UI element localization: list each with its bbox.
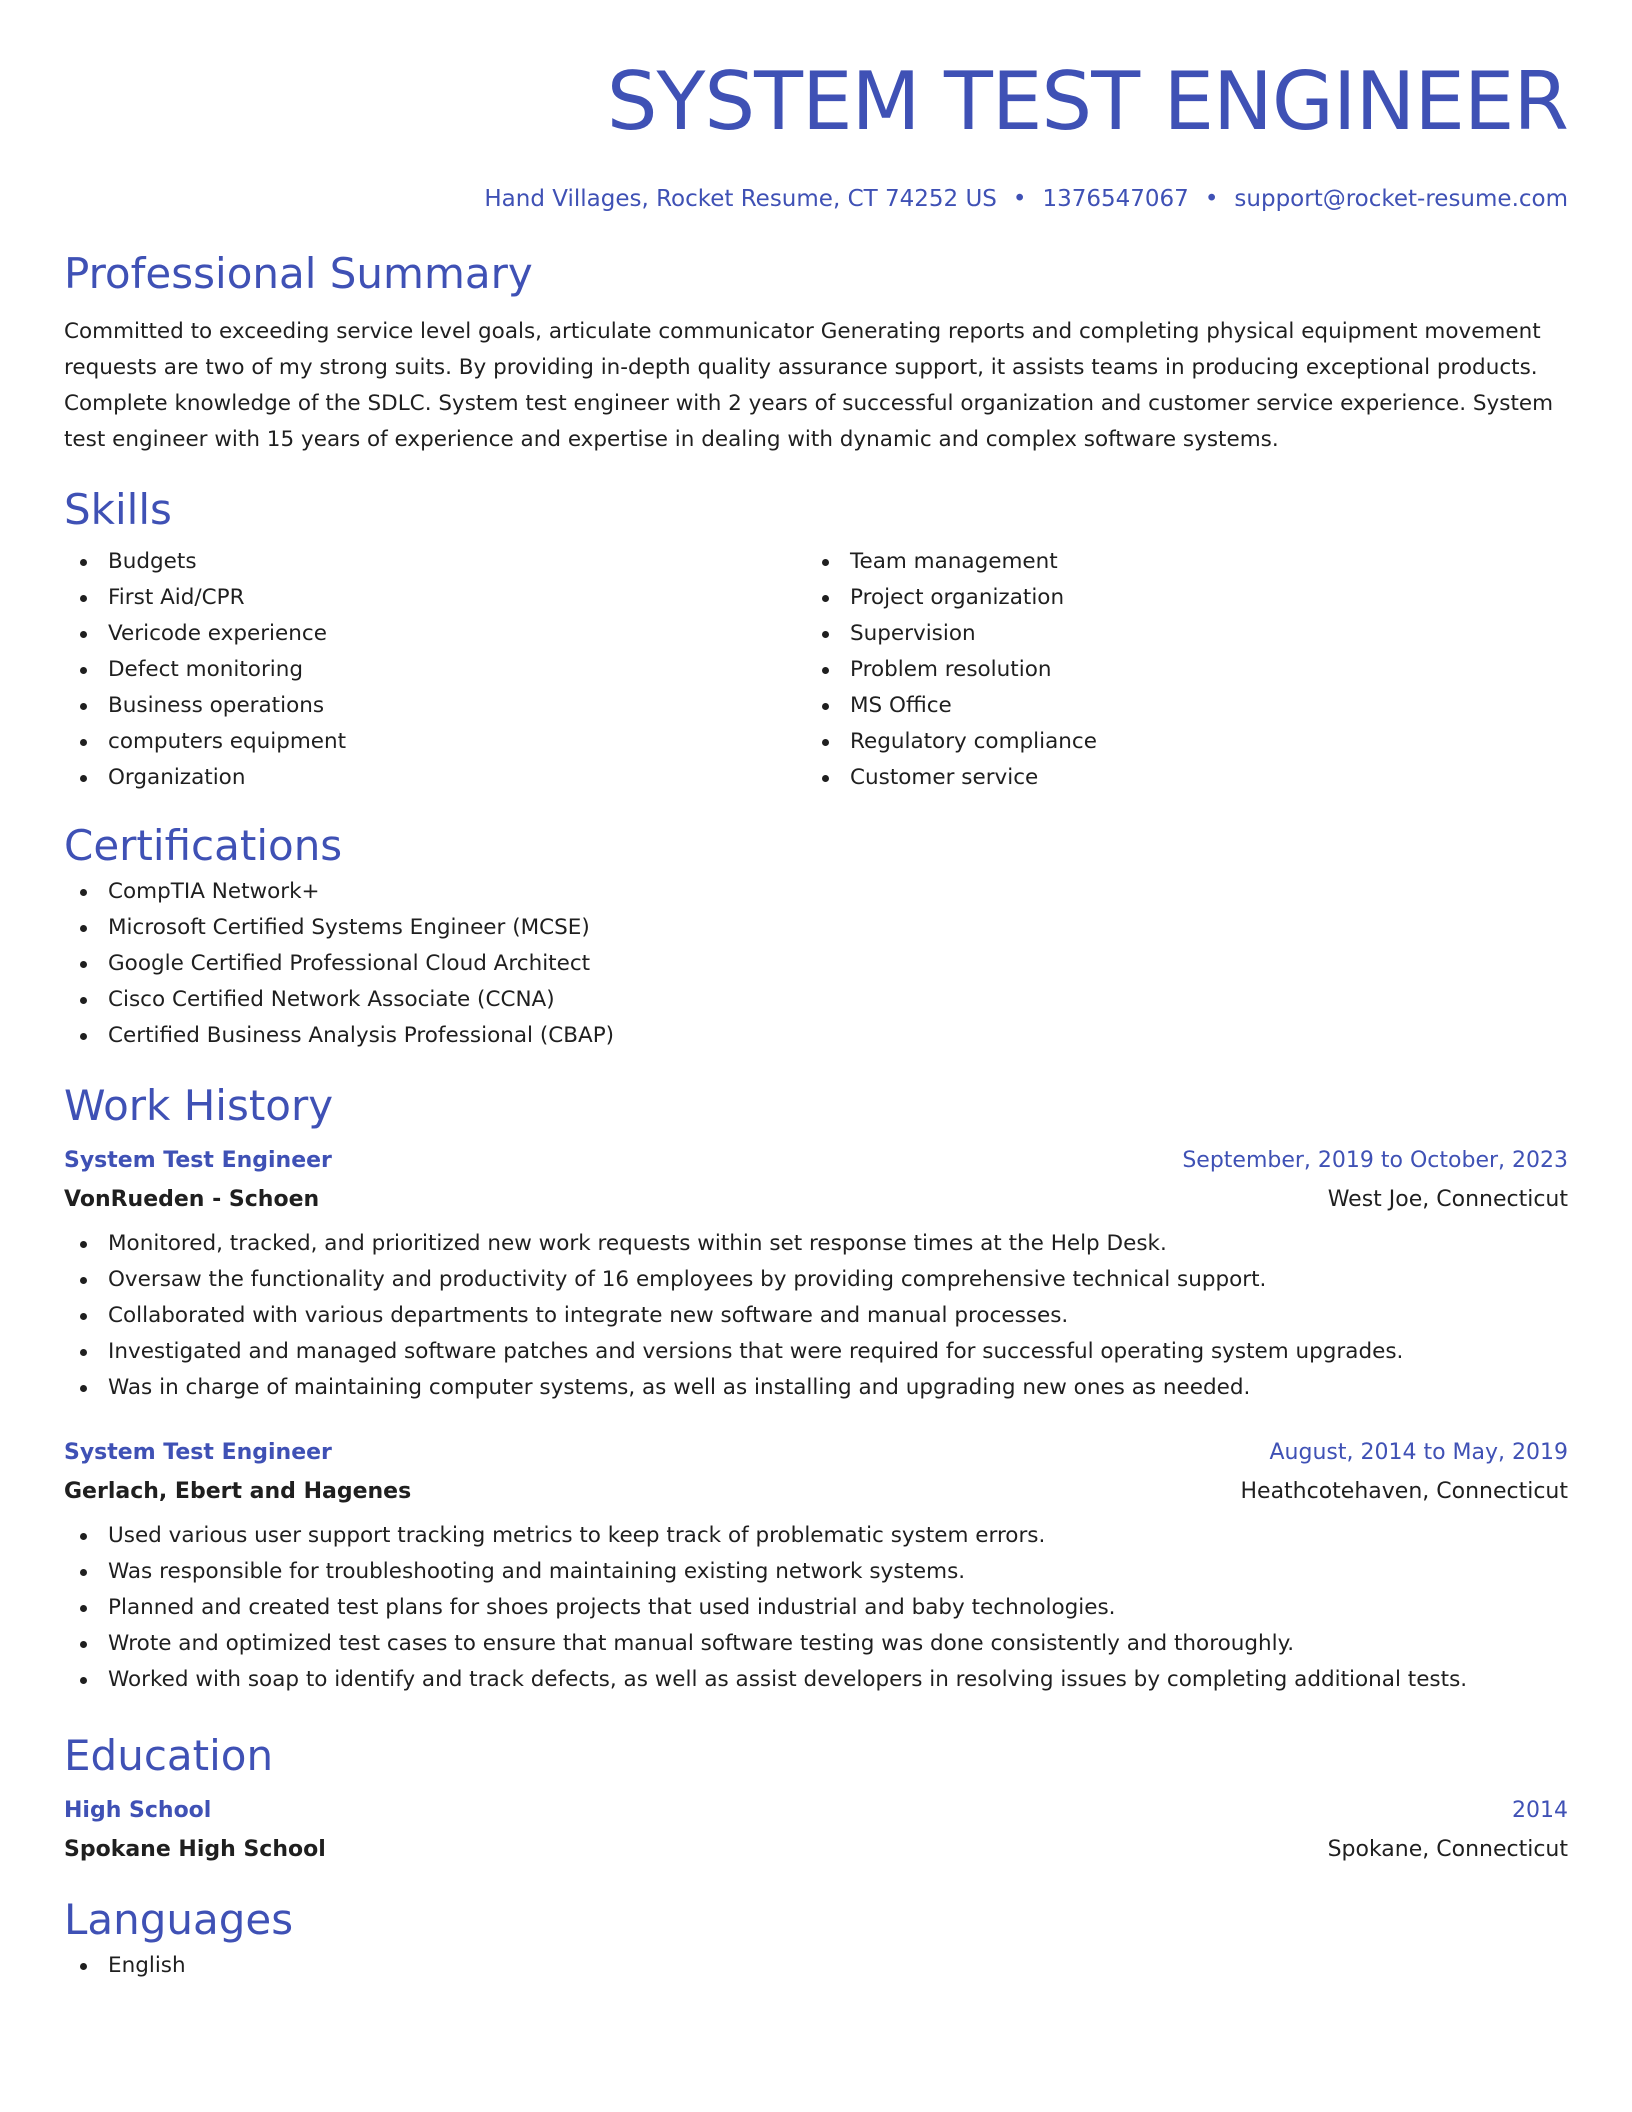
contact-separator: • — [1012, 186, 1027, 212]
list-item: Team management — [806, 544, 1548, 580]
education-school-row — [64, 1830, 1568, 1870]
list-item: Google Certified Professional Cloud Architect — [64, 946, 1568, 982]
job-title-row — [64, 1434, 1568, 1472]
languages-list — [64, 1948, 1568, 1984]
list-item: Oversaw the functionality and productivity of 16 employees by providing comprehensive technical support. — [64, 1262, 1568, 1298]
list-item: Investigated and managed software patches and versions that were required for successful operating system upgrades. — [64, 1334, 1568, 1370]
school-name: Spokane High School — [64, 1837, 326, 1862]
phone: 1376547067 — [1042, 186, 1189, 212]
education-year: 2014 — [1512, 1798, 1568, 1823]
bullet-dot — [80, 1033, 87, 1040]
skills-heading: Skills — [64, 485, 172, 534]
bullet-dot — [80, 1277, 87, 1284]
list-item: Worked with soap to identify and track defects, as well as assist developers in resolving issues by completing additional tests. — [64, 1662, 1568, 1698]
bullet-dot — [80, 1533, 87, 1540]
bullet-dot — [80, 925, 87, 932]
contact-separator: • — [1204, 186, 1219, 212]
job-entry — [64, 1434, 1568, 1698]
list-item: Regulatory compliance — [806, 724, 1548, 760]
job-title: System Test Engineer — [64, 1148, 332, 1173]
bullet-dot — [80, 889, 87, 896]
list-item: Business operations — [64, 688, 806, 724]
skills-grid — [64, 544, 1568, 796]
bullet-dot — [822, 775, 829, 782]
job-location: Heathcotehaven, Connecticut — [1240, 1479, 1568, 1504]
bullet-dot — [822, 595, 829, 602]
list-item: Budgets — [64, 544, 806, 580]
job-title-row — [64, 1142, 1568, 1180]
work-history-heading: Work History — [64, 1081, 334, 1130]
address: Hand Villages, Rocket Resume, CT 74252 US — [484, 186, 997, 212]
bullet-dot — [80, 1963, 87, 1970]
list-item: CompTIA Network+ — [64, 874, 1568, 910]
bullet-dot — [822, 559, 829, 566]
candidate-title: SYSTEM TEST ENGINEER — [606, 55, 1568, 148]
summary-text: Committed to exceeding service level goals, articulate communicator Generating reports and completing physical equipment movement requests are two of my strong suits. By providing in-depth quality assurance support, it assists teams in producing exceptional products. Complete knowledge of the SDLC. System test engineer with 2 years of successful organization and customer service experience. System test engineer with 15 years of experience and expertise in dealing with dynamic and complex software systems. — [64, 319, 1554, 452]
summary-section — [64, 246, 1568, 458]
bullet-dot — [80, 1241, 87, 1248]
list-item: English — [64, 1948, 1568, 1984]
email: support@rocket-resume.com — [1234, 186, 1568, 212]
certifications-heading: Certifications — [64, 821, 343, 870]
list-item: Microsoft Certified Systems Engineer (MCSE) — [64, 910, 1568, 946]
bullet-dot — [80, 1605, 87, 1612]
bullet-dot — [822, 631, 829, 638]
job-dates: September, 2019 to October, 2023 — [1182, 1148, 1568, 1173]
list-item: Vericode experience — [64, 616, 806, 652]
list-item: Monitored, tracked, and prioritized new work requests within set response times at the Help Desk. — [64, 1226, 1568, 1262]
bullet-dot — [80, 595, 87, 602]
list-item: Defect monitoring — [64, 652, 806, 688]
bullet-dot — [80, 631, 87, 638]
list-item: First Aid/CPR — [64, 580, 806, 616]
list-item: Cisco Certified Network Associate (CCNA) — [64, 982, 1568, 1018]
list-item: Certified Business Analysis Professional (CBAP) — [64, 1018, 1568, 1054]
list-item: Wrote and optimized test cases to ensure that manual software testing was done consistently and thoroughly. — [64, 1626, 1568, 1662]
bullet-dot — [822, 703, 829, 710]
job-dates: August, 2014 to May, 2019 — [1269, 1440, 1568, 1465]
skills-section — [64, 482, 1568, 796]
skills-list-left — [64, 544, 806, 796]
list-item: Planned and created test plans for shoes projects that used industrial and baby technologies. — [64, 1590, 1568, 1626]
list-item: Was responsible for troubleshooting and maintaining existing network systems. — [64, 1554, 1568, 1590]
bullet-dot — [80, 739, 87, 746]
bullet-dot — [80, 997, 87, 1004]
job-title: System Test Engineer — [64, 1440, 332, 1465]
bullet-dot — [80, 1385, 87, 1392]
bullet-dot — [80, 559, 87, 566]
school-location: Spokane, Connecticut — [1327, 1837, 1568, 1862]
skills-column-left — [64, 544, 806, 796]
company-name: Gerlach, Ebert and Hagenes — [64, 1479, 412, 1504]
job-location: West Joe, Connecticut — [1327, 1187, 1568, 1212]
list-item: Supervision — [806, 616, 1548, 652]
certifications-section — [64, 818, 1568, 1054]
languages-heading: Languages — [64, 1895, 294, 1944]
education-entry — [64, 1792, 1568, 1870]
bullet-dot — [822, 739, 829, 746]
job-company-row — [64, 1472, 1568, 1512]
bullet-dot — [80, 667, 87, 674]
list-item: MS Office — [806, 688, 1548, 724]
bullet-dot — [80, 1677, 87, 1684]
list-item: Used various user support tracking metrics to keep track of problematic system errors. — [64, 1518, 1568, 1554]
list-item: Was in charge of maintaining computer systems, as well as installing and upgrading new ones as needed. — [64, 1370, 1568, 1406]
bullet-dot — [822, 667, 829, 674]
contact-line — [64, 182, 1568, 216]
list-item: Organization — [64, 760, 806, 796]
job-duties-list — [64, 1518, 1568, 1698]
job-entry — [64, 1142, 1568, 1406]
list-item: Collaborated with various departments to integrate new software and manual processes. — [64, 1298, 1568, 1334]
list-item: computers equipment — [64, 724, 806, 760]
bullet-dot — [80, 1641, 87, 1648]
bullet-dot — [80, 1349, 87, 1356]
resume-header — [64, 0, 1568, 216]
job-duties-list — [64, 1226, 1568, 1406]
education-degree: High School — [64, 1798, 212, 1823]
certifications-list — [64, 874, 1568, 1054]
list-item: Project organization — [806, 580, 1548, 616]
list-item: Customer service — [806, 760, 1548, 796]
languages-section — [64, 1892, 1568, 1984]
bullet-dot — [80, 1313, 87, 1320]
skills-list-right — [806, 544, 1548, 796]
education-degree-row — [64, 1792, 1568, 1830]
job-company-row — [64, 1180, 1568, 1220]
bullet-dot — [80, 703, 87, 710]
skills-column-right — [806, 544, 1548, 796]
list-item: Problem resolution — [806, 652, 1548, 688]
education-section — [64, 1728, 1568, 1870]
summary-heading: Professional Summary — [64, 249, 533, 298]
bullet-dot — [80, 775, 87, 782]
bullet-dot — [80, 961, 87, 968]
education-heading: Education — [64, 1731, 274, 1780]
bullet-dot — [80, 1569, 87, 1576]
work-history-section — [64, 1078, 1568, 1698]
company-name: VonRueden - Schoen — [64, 1187, 320, 1212]
